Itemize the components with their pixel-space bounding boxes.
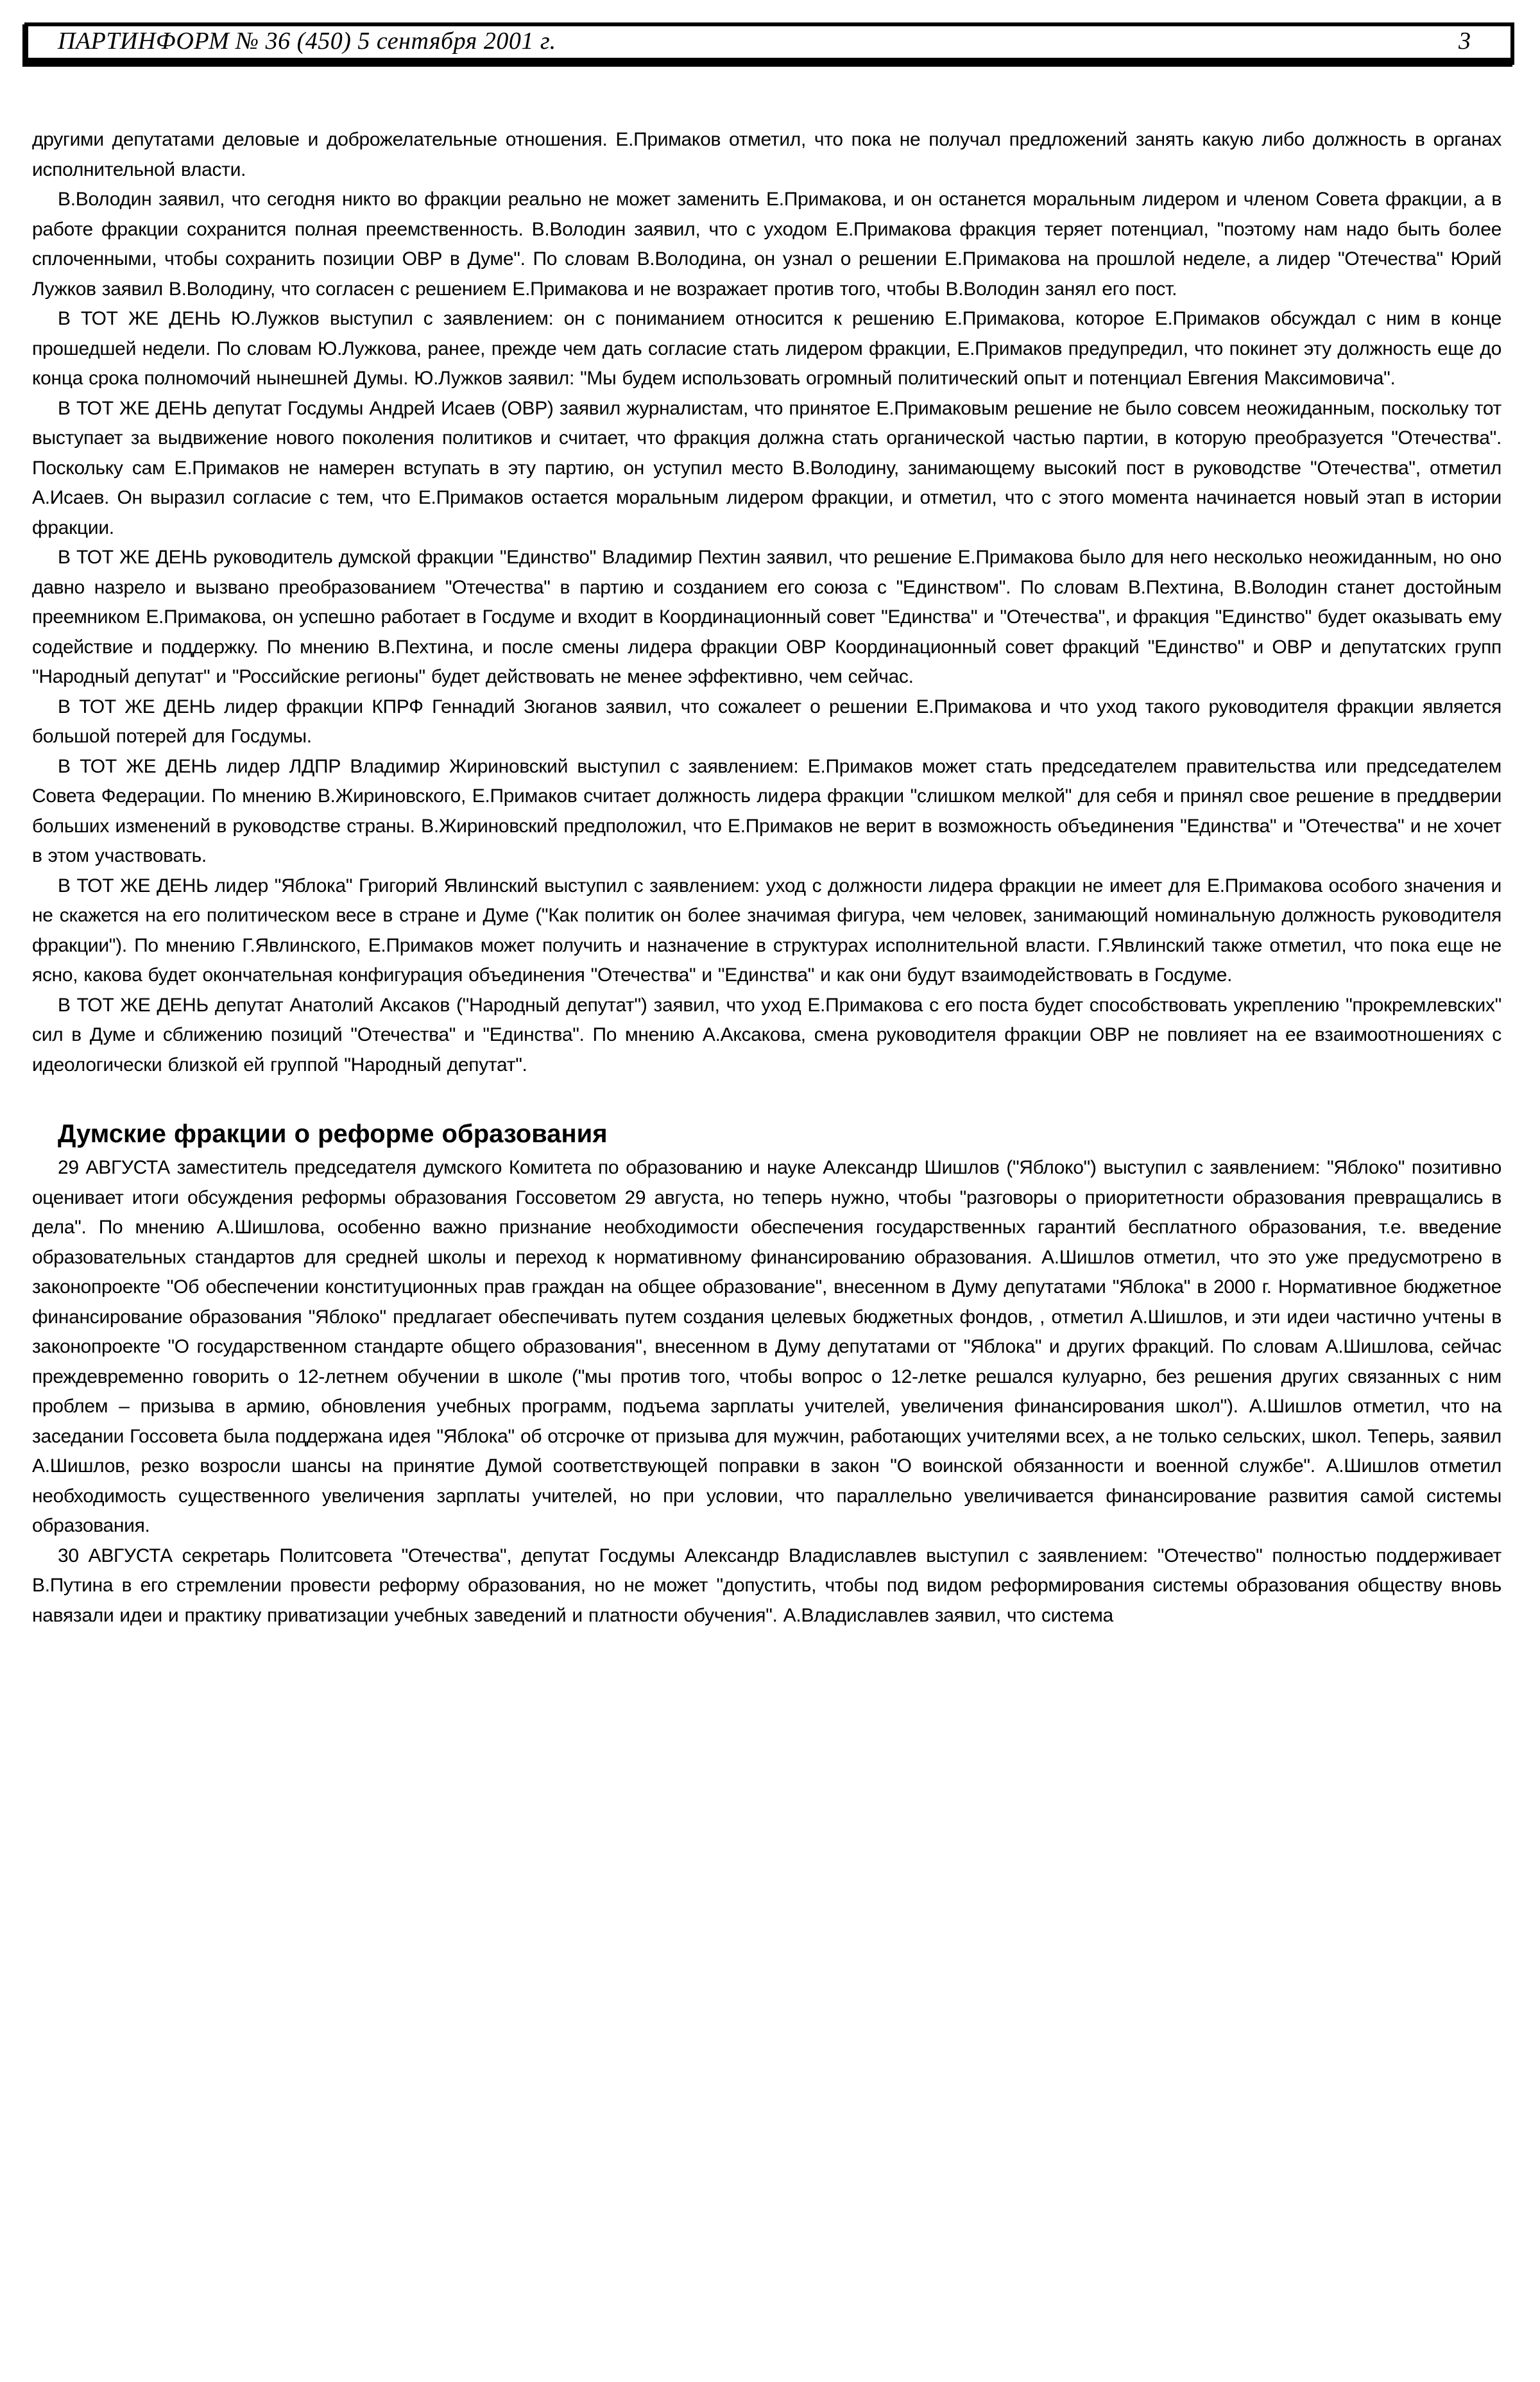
paragraph: В ТОТ ЖЕ ДЕНЬ лидер "Яблока" Григорий Явлинский выступил с заявлением: уход с должности лидера фракции не имеет для Е.Примакова особого значения и не скажется на его политическом весе в стране и Думе ("Как политик он более значимая фигура, чем человек, занимающий номинальную должность руководителя фракции"). По мнению Г.Явлинского, Е.Примаков может получить и назначение в структурах исполнительной власти. Г.Явлинский также отметил, что пока еще не ясно, какова будет окончательная конфигурация объединения "Отечества" и "Единства" и как они будут взаимодействовать в Госдуме. (32, 875, 1502, 986)
paragraph: В ТОТ ЖЕ ДЕНЬ Ю.Лужков выступил с заявлением: он с пониманием относится к решению Е.Примакова, которое Е.Примаков обсуждал с ним в конце прошедшей недели. По словам Ю.Лужкова, ранее, прежде чем дать согласие стать лидером фракции, Е.Примаков предупредил, что покинет эту должность еще до конца срока полномочий нынешней Думы. Ю.Лужков заявил: "Мы будем использовать огромный политический опыт и потенциал Евгения Максимовича". (32, 308, 1502, 389)
page-number: 3 (1459, 27, 1471, 55)
section-heading: Думские фракции о реформе образования (58, 1120, 608, 1148)
paragraph: В ТОТ ЖЕ ДЕНЬ лидер фракции КПРФ Геннадий Зюганов заявил, что сожалеет о решении Е.Примакова и что уход такого руководителя фракции является большой потерей для Госдумы. (32, 696, 1502, 747)
paragraph: В ТОТ ЖЕ ДЕНЬ депутат Анатолий Аксаков ("Народный депутат") заявил, что уход Е.Примакова с его поста будет способствовать укреплению "прокремлевских" сил в Думе и сближению позиций "Отечества" и "Единства". По мнению А.Аксакова, смена руководителя фракции ОВР не повлияет на ее взаимоотношениях с идеологически близкой ей группой "Народный депутат". (32, 994, 1502, 1075)
article-body (32, 125, 1502, 1631)
paragraph: В ТОТ ЖЕ ДЕНЬ лидер ЛДПР Владимир Жириновский выступил с заявлением: Е.Примаков может стать председателем правительства или председателем Совета Федерации. По мнению В.Жириновского, Е.Примаков считает должность лидера фракции "слишком мелкой" для себя и принял свое решение в преддверии больших изменений в руководстве страны. В.Жириновский предположил, что Е.Примаков не верит в возможность объединения "Единства" и "Отечества" и не хочет в этом участвовать. (32, 755, 1502, 866)
section-primakov (32, 125, 1502, 1080)
section-education (32, 1153, 1502, 1631)
paragraph: 30 АВГУСТА секретарь Политсовета "Отечества", депутат Госдумы Александр Владиславлев выступил с заявлением: "Отечество" полностью поддерживает В.Путина в его стремлении провести реформу образования, но не может "допустить, чтобы под видом реформирования системы образования обществу вновь навязали идеи и практику приватизации учебных заведений и платности обучения". А.Владиславлев заявил, что система (32, 1545, 1502, 1626)
newsletter-title: ПАРТИНФОРМ № 36 (450) 5 сентября 2001 г. (58, 27, 556, 55)
paragraph: 29 АВГУСТА заместитель председателя думского Комитета по образованию и науке Александр Шишлов ("Яблоко") выступил с заявлением: "Яблоко" позитивно оценивает итоги обсуждения реформы образования Госсоветом 29 августа, но теперь нужно, чтобы "разговоры о приоритетности образования превращались в дела". По мнению А.Шишлова, особенно важно признание необходимости обеспечения государственных гарантий бесплатного образования, т.е. введение образовательных стандартов для средней школы и переход к нормативному финансированию образования. А.Шишлов отметил, что это уже предусмотрено в законопроекте "Об обеспечении конституционных прав граждан на общее образование", внесенном в Думу депутатами "Яблока" в 2000 г. Нормативное бюджетное финансирование образования "Яблоко" предлагает обеспечивать путем создания целевых бюджетных фондов, , отметил А.Шишлов, и эти идеи частично учтены в законопроекте "О государственном стандарте общего образования", внесенном в Думу депутатами от "Яблока" и других фракций. По словам А.Шишлова, сейчас преждевременно говорить о 12-летнем обучении в школе ("мы против того, чтобы вопрос о 12-летке решался кулуарно, без решения других связанных с ним проблем – призыва в армию, обновления учебных программ, подъема зарплаты учителей, увеличения финансирования школ"). А.Шишлов отметил, что на заседании Госсовета была поддержана идея "Яблока" об отсрочке от призыва для мужчин, работающих учителями всех, а не только сельских, школ. Теперь, заявил А.Шишлов, резко возросли шансы на принятие Думой соответствующей поправки в закон "О воинской обязанности и военной службе". А.Шишлов отметил необходимость существенного увеличения зарплаты учителей, но при условии, что параллельно увеличивается финансирование развития самой системы образования. (32, 1157, 1502, 1536)
page-header (24, 22, 1514, 65)
paragraph: В ТОТ ЖЕ ДЕНЬ руководитель думской фракции "Единство" Владимир Пехтин заявил, что решение Е.Примакова было для него несколько неожиданным, но оно давно назрело и вызвано преобразованием "Отечества" в партию и созданием его союза с "Единством". По словам В.Пехтина, В.Володин станет достойным преемником Е.Примакова, он успешно работает в Госдуме и входит в Координационный совет "Единства" и "Отечества", и фракция "Единство" будет оказывать ему содействие и поддержку. По мнению В.Пехтина, и после смены лидера фракции ОВР Координационный совет фракций "Единство" и ОВР и депутатских групп "Народный депутат" и "Российские регионы" будет действовать не менее эффективно, чем сейчас. (32, 547, 1502, 687)
paragraph: другими депутатами деловые и доброжелательные отношения. Е.Примаков отметил, что пока не получал предложений занять какую либо должность в органах исполнительной власти. (32, 129, 1502, 180)
paragraph: В.Володин заявил, что сегодня никто во фракции реально не может заменить Е.Примакова, и он останется моральным лидером и членом Совета фракции, а в работе фракции сохранится полная преемственность. В.Володин заявил, что с уходом Е.Примакова фракция теряет потенциал, "поэтому нам надо быть более сплоченными, чтобы сохранить позиции ОВР в Думе". По словам В.Володина, он узнал о решении Е.Примакова на прошлой неделе, а лидер "Отечества" Юрий Лужков заявил В.Володину, что согласен с решением Е.Примакова и не возражает против того, чтобы В.Володин занял его пост. (32, 189, 1502, 300)
paragraph: В ТОТ ЖЕ ДЕНЬ депутат Госдумы Андрей Исаев (ОВР) заявил журналистам, что принятое Е.Примаковым решение не было совсем неожиданным, поскольку тот выступает за выдвижение нового поколения политиков и считает, что фракция должна стать органической частью партии, в которую преобразуется "Отечества". Поскольку сам Е.Примаков не намерен вступать в эту партию, он уступил место В.Володину, занимающему высокий пост в руководстве "Отечества", отметил А.Исаев. Он выразил согласие с тем, что Е.Примаков остается моральным лидером фракции, и отметил, что с этого момента начинается новый этап в истории фракции. (32, 397, 1502, 538)
